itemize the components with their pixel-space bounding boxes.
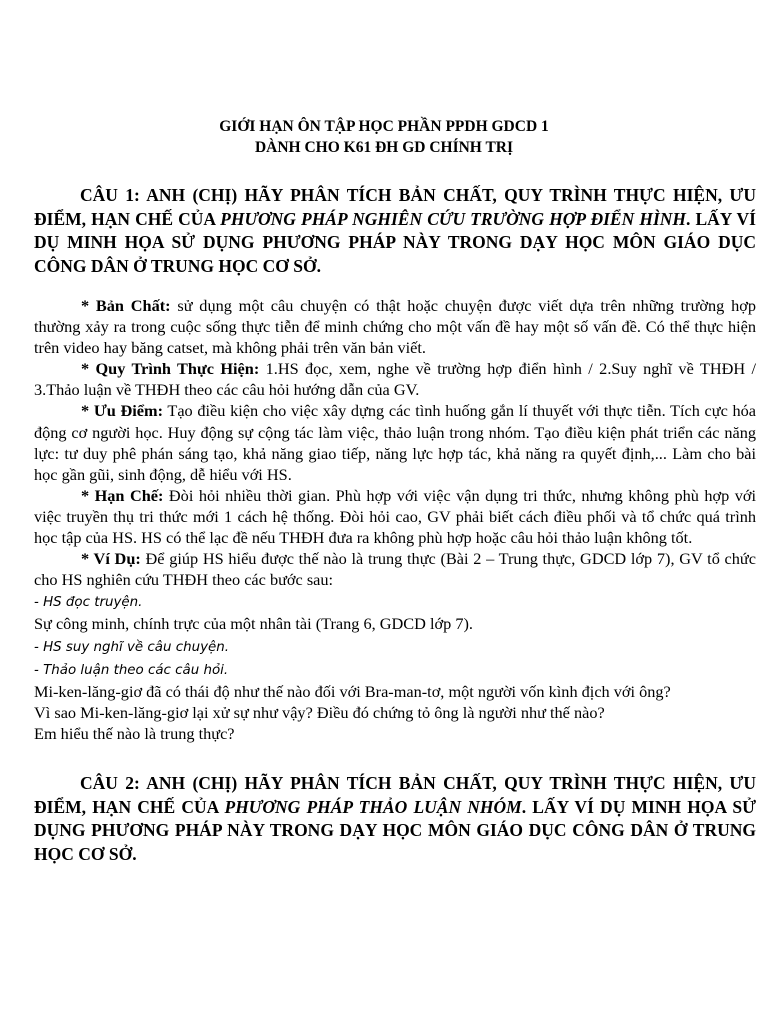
han-che-paragraph — [34, 485, 756, 548]
vi-du-label: * Ví Dụ: — [81, 549, 141, 569]
step-think: - HS suy nghĩ về câu chuyện. — [34, 639, 229, 655]
uu-diem-label: * Ưu Điểm: — [81, 401, 163, 421]
uu-diem-text: Tạo điều kiện cho việc xây dựng các tình huống gắn lí thuyết với thực tiễn. Tích cực hóa động cơ người học. Huy động sự cộng tác làm việc, thảo luận trong nhóm. Tạo điều kiện phát triển các năng lực: tư duy phê phán sáng tạo, khả năng giao tiếp, năng lực hợp tác, khả năng ra quyết định,... Làm cho bài học gần gũi, sinh động, dễ hiểu với HS. — [34, 401, 756, 484]
ban-chat-label: * Bản Chất: — [81, 296, 171, 315]
han-che-label: * Hạn Chế: — [81, 485, 164, 505]
han-che-text: Đòi hỏi nhiều thời gian. Phù hợp với việc vận dụng tri thức, nhưng không phù hợp với việc truyền thụ tri thức mới 1 cách hệ thống. Đòi hỏi cao, GV phải biết cách điều phối và tổ chức quá trình học tập của HS. HS có thể lạc đề nếu THĐH đưa ra không phù hợp hoặc câu hỏi thảo luận không tốt. — [34, 485, 757, 548]
ban-chat-paragraph — [34, 295, 756, 358]
quy-trinh-text: 1.HS đọc, xem, nghe về trường hợp điển hình / 2.Suy nghĩ về THĐH / 3.Thảo luận về THĐH theo các câu hỏi hướng dẫn của GV. — [34, 359, 756, 400]
story-title: Sự công minh, chính trực của một nhân tài (Trang 6, GDCD lớp 7). — [34, 614, 473, 634]
discussion-question-2: Vì sao Mi-ken-lăng-giơ lại xử sự như vậy? Điều đó chứng tỏ ông là người như thế nào? — [34, 702, 605, 722]
ban-chat-text: sử dụng một câu chuyện có thật hoặc chuyện được viết dựa trên những trường hợp thường xảy ra trong cuộc sống thực tiễn để minh chứng cho một vấn đề hay một số vấn đề. Có thể thực hiện trên video hay băng catset, mà không phải trên văn bản viết. — [34, 296, 756, 358]
question-1-prefix: CÂU 1: ANH (CHỊ) HÃY PHÂN TÍCH BẢN CHẤT, QUY TRÌNH THỰC HIỆN, ƯU ĐIỂM, HẠN CHẾ CỦA — [34, 185, 756, 229]
question-1-suffix: . LẤY VÍ DỤ MINH HỌA SỬ DỤNG PHƯƠNG PHÁP NÀY TRONG DẠY HỌC MÔN GIÁO DỤC CÔNG DÂN Ở TRUNG HỌC CƠ SỞ. — [34, 208, 756, 276]
question-2-suffix: . LẤY VÍ DỤ MINH HỌA SỬ DỤNG PHƯƠNG PHÁP NÀY TRONG DẠY HỌC MÔN GIÁO DỤC CÔNG DÂN Ở TRUNG HỌC CƠ SỞ. — [34, 796, 757, 864]
quy-trinh-label: * Quy Trình Thực Hiện: — [81, 359, 260, 379]
question-2-prefix: CÂU 2: ANH (CHỊ) HÃY PHÂN TÍCH BẢN CHẤT, QUY TRÌNH THỰC HIỆN, ƯU ĐIỂM, HẠN CHẾ CỦA — [34, 773, 756, 817]
question-1-answer — [34, 295, 756, 744]
discussion-question-1: Mi-ken-lăng-giơ đã có thái độ như thế nào đối với Bra-man-tơ, một người vốn kình địch với ông? — [34, 681, 671, 701]
step-read-story: - HS đọc truyện. — [34, 595, 143, 611]
discussion-question-3: Em hiểu thế nào là trung thực? — [34, 723, 235, 743]
vi-du-text: Để giúp HS hiểu được thế nào là trung thực (Bài 2 – Trung thực, GDCD lớp 7), GV tổ chức cho HS nghiên cứu THĐH theo các bước sau: — [34, 549, 756, 590]
quy-trinh-paragraph — [34, 358, 756, 400]
question-2-method: PHƯƠNG PHÁP THẢO LUẬN NHÓM — [224, 796, 522, 817]
question-1-method: PHƯƠNG PHÁP NGHIÊN CỨU TRƯỜNG HỢP ĐIỂN HÌNH — [220, 208, 686, 229]
vi-du-paragraph — [34, 548, 756, 590]
document-title-line-1: GIỚI HẠN ÔN TẬP HỌC PHẦN PPDH GDCD 1 — [219, 118, 549, 135]
question-2 — [34, 772, 756, 866]
uu-diem-paragraph — [34, 400, 756, 484]
question-1 — [34, 184, 756, 278]
document-title-line-2: DÀNH CHO K61 ĐH GD CHÍNH TRỊ — [254, 139, 514, 156]
step-discuss: - Thảo luận theo các câu hỏi. — [34, 662, 229, 678]
